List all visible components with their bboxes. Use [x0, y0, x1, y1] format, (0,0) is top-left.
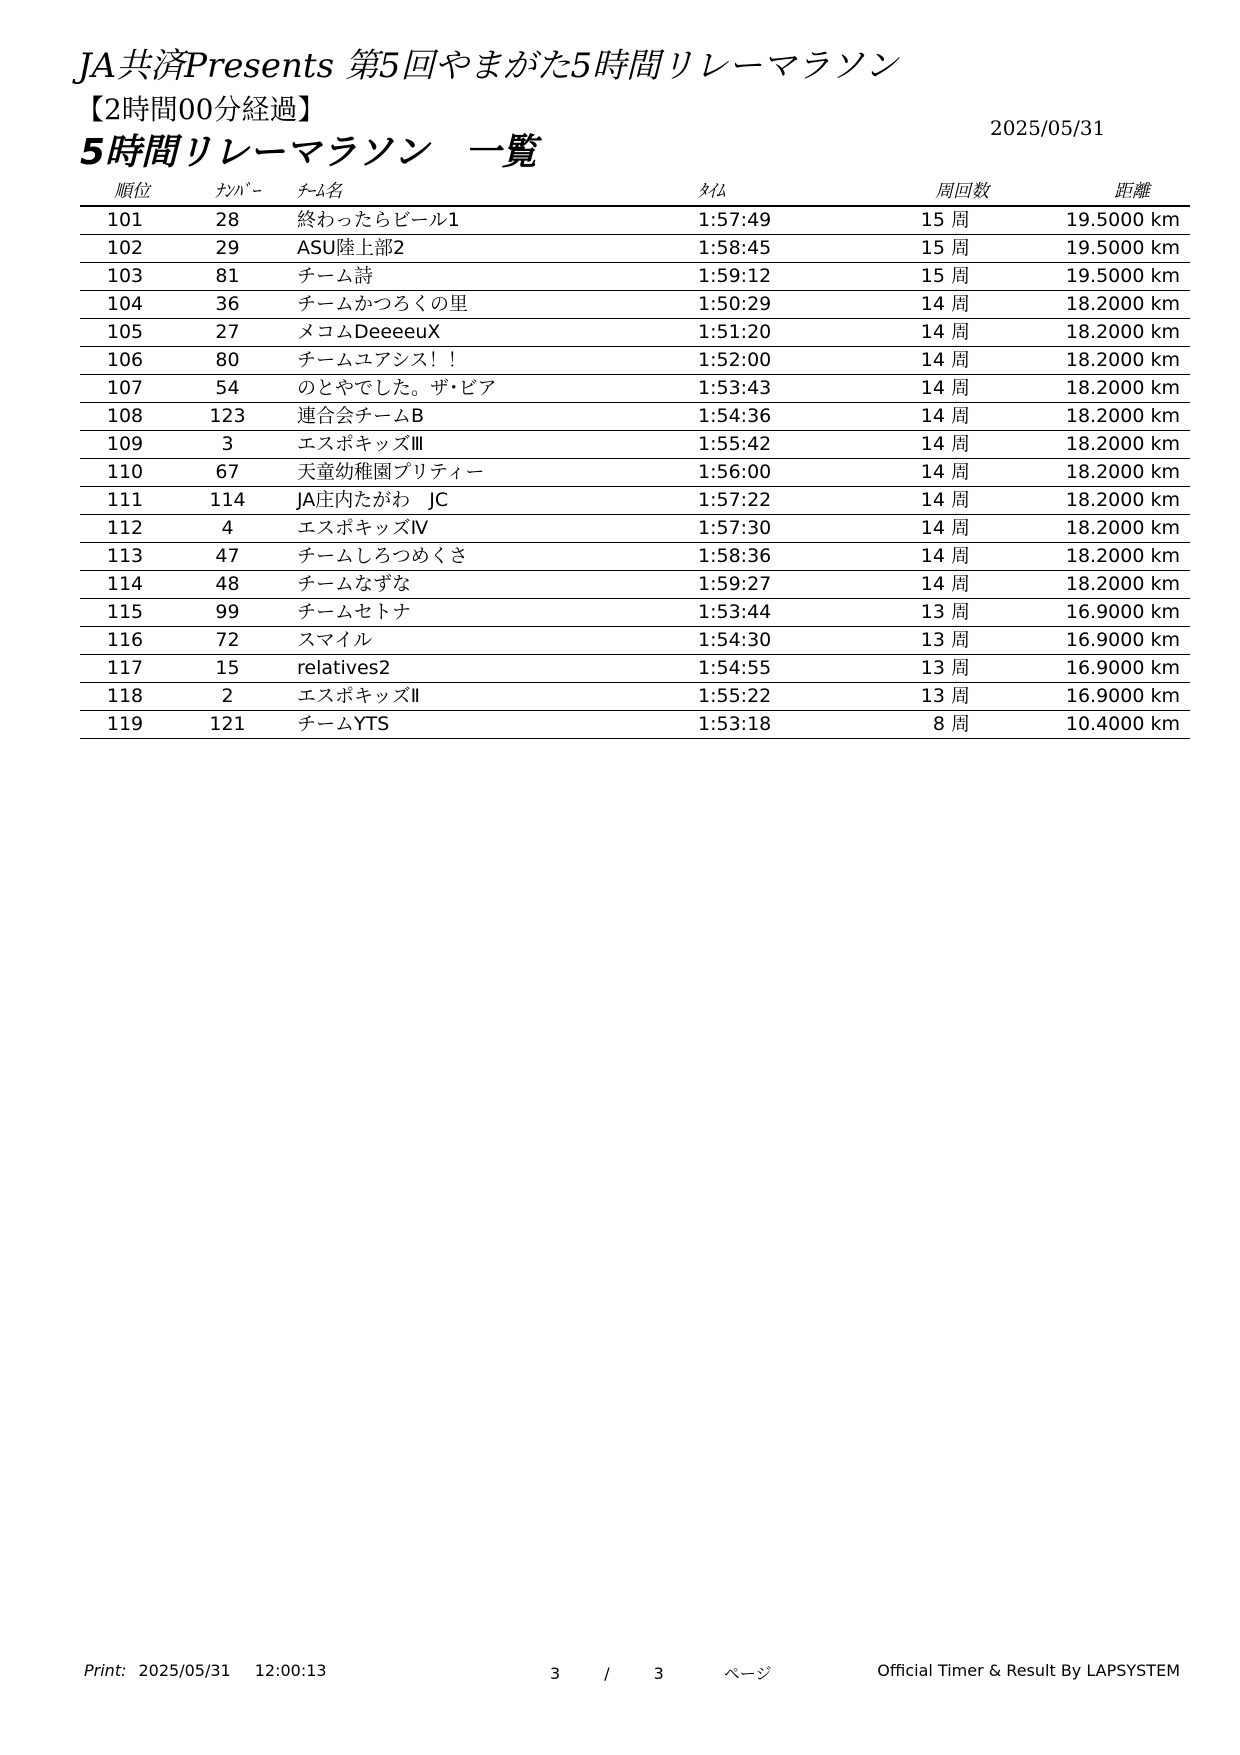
team-name-cell: チームYTS: [295, 711, 600, 739]
table-row: [80, 206, 1190, 235]
rank-cell: 114: [80, 571, 190, 599]
column-header-team: ﾁｰﾑ名: [295, 176, 600, 206]
laps-cell: 14 周: [815, 543, 1020, 571]
laps-cell: 14 周: [815, 487, 1020, 515]
laps-cell: 14 周: [815, 347, 1020, 375]
rank-cell: 112: [80, 515, 190, 543]
rank-cell: 119: [80, 711, 190, 739]
laps-cell: 13 周: [815, 627, 1020, 655]
number-cell: 28: [190, 206, 295, 235]
rank-cell: 108: [80, 403, 190, 431]
distance-cell: 18.2000 km: [1020, 319, 1190, 347]
number-cell: 29: [190, 235, 295, 263]
table-row: [80, 487, 1190, 515]
table-row: [80, 459, 1190, 487]
distance-cell: 18.2000 km: [1020, 375, 1190, 403]
team-name-cell: チームなずな: [295, 571, 600, 599]
time-cell: 1:58:36: [600, 543, 815, 571]
rank-cell: 106: [80, 347, 190, 375]
number-cell: 121: [190, 711, 295, 739]
distance-cell: 19.5000 km: [1020, 263, 1190, 291]
team-name-cell: JA庄内たがわ JC: [295, 487, 600, 515]
laps-cell: 14 周: [815, 375, 1020, 403]
column-header-number: ﾅﾝﾊﾞｰ: [190, 176, 295, 206]
number-cell: 67: [190, 459, 295, 487]
table-row: [80, 655, 1190, 683]
time-cell: 1:57:49: [600, 206, 815, 235]
rank-cell: 113: [80, 543, 190, 571]
number-cell: 47: [190, 543, 295, 571]
rank-cell: 115: [80, 599, 190, 627]
time-cell: 1:56:00: [600, 459, 815, 487]
laps-cell: 14 周: [815, 431, 1020, 459]
distance-cell: 10.4000 km: [1020, 711, 1190, 739]
print-date: 2025/05/31: [138, 1661, 231, 1680]
column-header-rank: 順位: [80, 176, 190, 206]
team-name-cell: メコムDeeeeuX: [295, 319, 600, 347]
laps-cell: 14 周: [815, 319, 1020, 347]
time-cell: 1:55:22: [600, 683, 815, 711]
table-row: [80, 627, 1190, 655]
team-name-cell: スマイル: [295, 627, 600, 655]
number-cell: 81: [190, 263, 295, 291]
time-cell: 1:54:36: [600, 403, 815, 431]
team-name-cell: ASU陸上部2: [295, 235, 600, 263]
rank-cell: 102: [80, 235, 190, 263]
distance-cell: 18.2000 km: [1020, 487, 1190, 515]
number-cell: 80: [190, 347, 295, 375]
print-info: [84, 1661, 327, 1680]
distance-cell: 19.5000 km: [1020, 206, 1190, 235]
table-row: [80, 711, 1190, 739]
team-name-cell: relatives2: [295, 655, 600, 683]
distance-cell: 18.2000 km: [1020, 403, 1190, 431]
time-cell: 1:57:30: [600, 515, 815, 543]
time-cell: 1:57:22: [600, 487, 815, 515]
laps-cell: 15 周: [815, 206, 1020, 235]
number-cell: 54: [190, 375, 295, 403]
rank-cell: 118: [80, 683, 190, 711]
team-name-cell: 天童幼稚園プリティー: [295, 459, 600, 487]
laps-cell: 15 周: [815, 235, 1020, 263]
time-cell: 1:58:45: [600, 235, 815, 263]
distance-cell: 18.2000 km: [1020, 431, 1190, 459]
time-cell: 1:54:55: [600, 655, 815, 683]
laps-cell: 14 周: [815, 291, 1020, 319]
distance-cell: 16.9000 km: [1020, 683, 1190, 711]
laps-cell: 13 周: [815, 655, 1020, 683]
rank-cell: 110: [80, 459, 190, 487]
time-cell: 1:59:12: [600, 263, 815, 291]
table-row: [80, 403, 1190, 431]
timer-credit: Official Timer & Result By LAPSYSTEM: [877, 1661, 1180, 1680]
table-row: [80, 571, 1190, 599]
distance-cell: 16.9000 km: [1020, 655, 1190, 683]
laps-cell: 8 周: [815, 711, 1020, 739]
distance-cell: 18.2000 km: [1020, 571, 1190, 599]
time-cell: 1:50:29: [600, 291, 815, 319]
rank-cell: 103: [80, 263, 190, 291]
table-row: [80, 543, 1190, 571]
time-cell: 1:53:44: [600, 599, 815, 627]
number-cell: 72: [190, 627, 295, 655]
table-row: [80, 263, 1190, 291]
time-cell: 1:59:27: [600, 571, 815, 599]
results-table: [80, 176, 1190, 739]
page-current: 3: [550, 1664, 561, 1683]
time-cell: 1:54:30: [600, 627, 815, 655]
distance-cell: 16.9000 km: [1020, 627, 1190, 655]
laps-cell: 13 周: [815, 599, 1020, 627]
table-row: [80, 683, 1190, 711]
team-name-cell: エスポキッズⅣ: [295, 515, 600, 543]
print-label: Print:: [84, 1661, 127, 1680]
number-cell: 123: [190, 403, 295, 431]
team-name-cell: チームかつろくの里: [295, 291, 600, 319]
team-name-cell: 連合会チームB: [295, 403, 600, 431]
number-cell: 2: [190, 683, 295, 711]
number-cell: 114: [190, 487, 295, 515]
rank-cell: 117: [80, 655, 190, 683]
table-row: [80, 431, 1190, 459]
rank-cell: 111: [80, 487, 190, 515]
number-cell: 4: [190, 515, 295, 543]
number-cell: 99: [190, 599, 295, 627]
distance-cell: 18.2000 km: [1020, 347, 1190, 375]
rank-cell: 107: [80, 375, 190, 403]
team-name-cell: エスポキッズⅢ: [295, 431, 600, 459]
team-name-cell: 終わったらビール1: [295, 206, 600, 235]
laps-cell: 14 周: [815, 403, 1020, 431]
time-cell: 1:53:43: [600, 375, 815, 403]
distance-cell: 19.5000 km: [1020, 235, 1190, 263]
table-row: [80, 347, 1190, 375]
laps-cell: 14 周: [815, 459, 1020, 487]
table-row: [80, 235, 1190, 263]
distance-cell: 18.2000 km: [1020, 459, 1190, 487]
number-cell: 3: [190, 431, 295, 459]
rank-cell: 105: [80, 319, 190, 347]
column-header-distance: 距離: [1020, 176, 1190, 206]
table-row: [80, 515, 1190, 543]
rank-cell: 101: [80, 206, 190, 235]
page-subtitle: 5時間リレーマラソン 一覧: [80, 132, 538, 173]
laps-cell: 14 周: [815, 571, 1020, 599]
distance-cell: 18.2000 km: [1020, 291, 1190, 319]
laps-cell: 14 周: [815, 515, 1020, 543]
laps-cell: 15 周: [815, 263, 1020, 291]
event-title: JA共済Presents 第5回やまがた5時間リレーマラソン: [78, 46, 899, 86]
page-total: 3: [653, 1664, 664, 1683]
number-cell: 48: [190, 571, 295, 599]
elapsed-time-label: 【2時間00分経過】: [76, 93, 326, 126]
distance-cell: 18.2000 km: [1020, 515, 1190, 543]
table-row: [80, 599, 1190, 627]
report-date: 2025/05/31: [990, 116, 1106, 140]
rank-cell: 109: [80, 431, 190, 459]
team-name-cell: エスポキッズⅡ: [295, 683, 600, 711]
team-name-cell: チーム詩: [295, 263, 600, 291]
page-separator: /: [604, 1664, 610, 1683]
column-header-laps: 周回数: [815, 176, 1020, 206]
print-time: 12:00:13: [254, 1661, 327, 1680]
page-indicator: [550, 1661, 771, 1684]
time-cell: 1:51:20: [600, 319, 815, 347]
team-name-cell: チームユアシス！！: [295, 347, 600, 375]
results-body: [80, 206, 1190, 739]
table-row: [80, 291, 1190, 319]
time-cell: 1:52:00: [600, 347, 815, 375]
team-name-cell: チームしろつめくさ: [295, 543, 600, 571]
distance-cell: 18.2000 km: [1020, 543, 1190, 571]
number-cell: 36: [190, 291, 295, 319]
team-name-cell: チームセトナ: [295, 599, 600, 627]
column-header-time: ﾀｲﾑ: [600, 176, 815, 206]
table-header-row: [80, 176, 1190, 206]
number-cell: 27: [190, 319, 295, 347]
rank-cell: 104: [80, 291, 190, 319]
table-row: [80, 319, 1190, 347]
distance-cell: 16.9000 km: [1020, 599, 1190, 627]
laps-cell: 13 周: [815, 683, 1020, 711]
team-name-cell: のとやでした。ザ･ビア: [295, 375, 600, 403]
table-row: [80, 375, 1190, 403]
time-cell: 1:55:42: [600, 431, 815, 459]
page-word: ページ: [723, 1664, 772, 1683]
number-cell: 15: [190, 655, 295, 683]
time-cell: 1:53:18: [600, 711, 815, 739]
rank-cell: 116: [80, 627, 190, 655]
